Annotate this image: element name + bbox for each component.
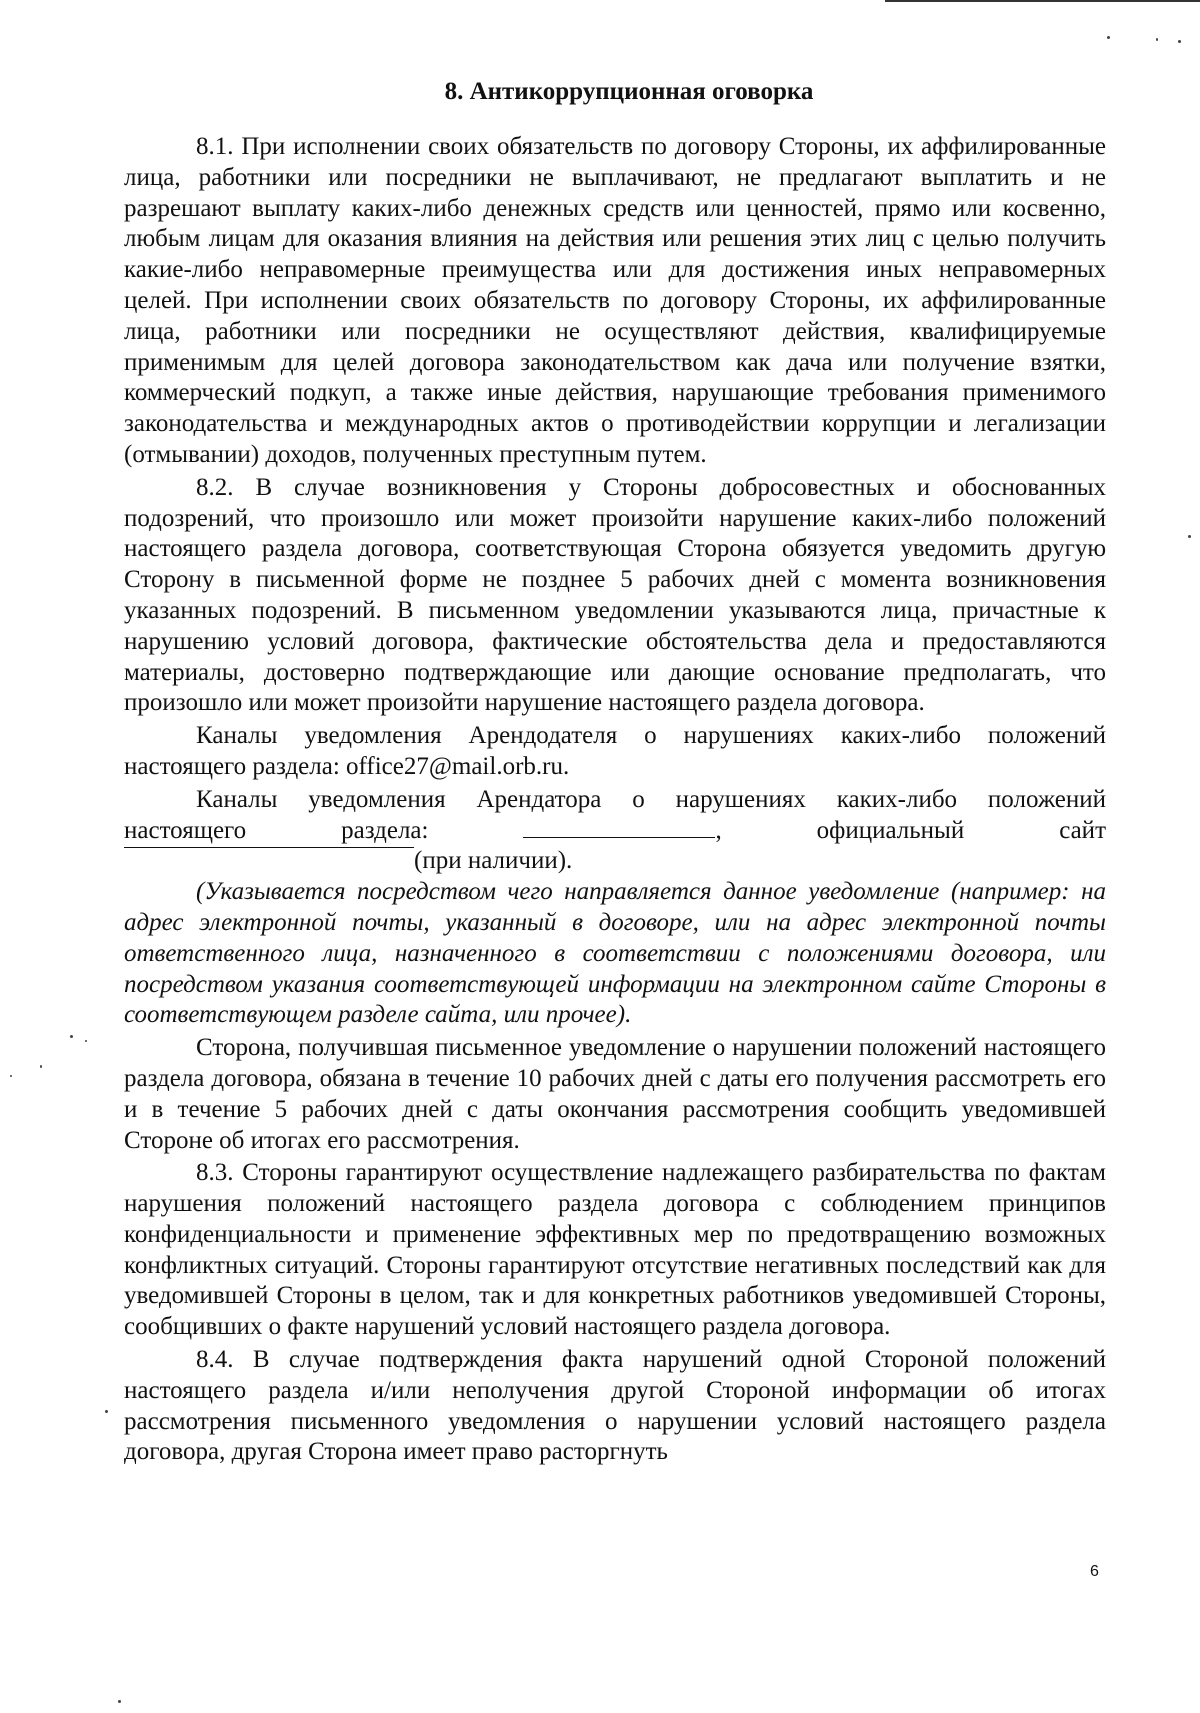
scan-speck [105,1410,108,1413]
fill-in-blank [523,836,715,838]
clause-8-3: 8.3. Стороны гарантируют осуществление надлежащего разбирательства по фактам нарушения положений настоящего раздела договора с соблюдением принципов конфиденциальности и применение эффективных мер по предотвращению возможных конфликтных ситуаций. Стороны гарантируют отсутствие негативных последствий как для уведомившей Стороны в целом, так и для конкретных работников уведомившей Стороны, сообщивших о факте нарушений условий настоящего раздела договора. [124,1159,1106,1341]
document-body [124,74,1106,1468]
tenant-channels-word: сайт [1059,816,1106,844]
scan-speck [118,1700,121,1703]
scan-speck [70,1035,73,1038]
section-heading: 8. Антикоррупционная оговорка [444,78,814,105]
scan-top-rule [885,0,1200,2]
tenant-channels-word: раздела: [341,816,429,844]
tenant-channels-line-3: (при наличии). [124,846,1106,877]
scan-speck [1156,38,1158,41]
scan-speck [1178,40,1181,43]
scan-speck [40,1065,42,1068]
scan-speck [10,1075,12,1077]
tenant-channels-blank-field: , [523,816,721,847]
scan-speck [1107,36,1110,39]
landlord-notification-channels: Каналы уведомления Арендодателя о нарушениях каких-либо положений настоящего раздела: office27@mail.orb.ru. [124,722,1106,780]
tenant-channels-line-2 [124,816,1106,847]
recipient-review-duty: Сторона, получившая письменное уведомление о нарушении положений настоящего раздела договора, обязана в течение 10 рабочих дней с даты его получения рассмотреть его и в течение 5 рабочих дней с даты окончания рассмотрения сообщить уведомившей Стороне об итогах его рассмотрения. [124,1034,1106,1154]
tenant-notification-channels [124,785,1106,877]
clause-8-1: 8.1. При исполнении своих обязательств по договору Стороны, их аффилированные лица, работники или посредники не выплачивают, не предлагают выплатить и не разрешают выплату каких-либо денежных средств или ценностей, прямо или косвенно, любым лицам для оказания влияния на действия или решения этих лиц с целью получить какие-либо неправомерные преимущества или для достижения иных неправомерных целей. При исполнении своих обязательств по договору Стороны, их аффилированные лица, работники или посредники не осуществляют действия, квалифицируемые применимым для целей договора законодательством как дача или получение взятки, коммерческий подкуп, а также иные действия, нарушающие требования применимого законодательства и международных актов о противодействии коррупции и легализации (отмывании) доходов, полученных преступным путем. [124,133,1106,468]
scan-speck [1188,535,1191,538]
website-blank [124,846,414,848]
notification-method-note: (Указывается посредством чего направляется данное уведомление (например: на адрес электронной почты, указанный в договоре, или на адрес электронной почты ответственного лица, назначенного в соответствии с положениями договора, или посредством указания соответствующей информации на электронном сайте Стороны в соответствующем разделе сайта, или прочее). [124,878,1106,1029]
scan-speck [85,1040,87,1042]
tenant-channels-word: настоящего [124,816,247,844]
clause-8-2: 8.2. В случае возникновения у Стороны добросовестных и обоснованных подозрений, что произошло или может произойти нарушение каких-либо положений настоящего раздела договора, соответствующая Сторона обязуется уведомить другую Сторону в письменной форме не позднее 5 рабочих дней с момента возникновения указанных подозрений. В письменном уведомлении указываются лица, причастные к нарушению условий договора, фактические обстоятельства дела и предоставляются материалы, достоверно подтверждающие или дающие основание предполагать, что произошло или может произойти нарушение настоящего раздела договора. [124,473,1106,717]
tenant-channels-line-1: Каналы уведомления Арендатора о нарушениях каких-либо положений [196,785,1106,813]
clause-8-4: 8.4. В случае подтверждения факта нарушений одной Стороной положений настоящего раздела и/или неполучения другой Стороной информации об итогах рассмотрения письменного уведомления о нарушении условий настоящего раздела договора, другая Сторона имеет право расторгнуть [124,1346,1106,1466]
tenant-channels-word: официальный [816,816,965,844]
page-number: 6 [1090,1563,1099,1580]
